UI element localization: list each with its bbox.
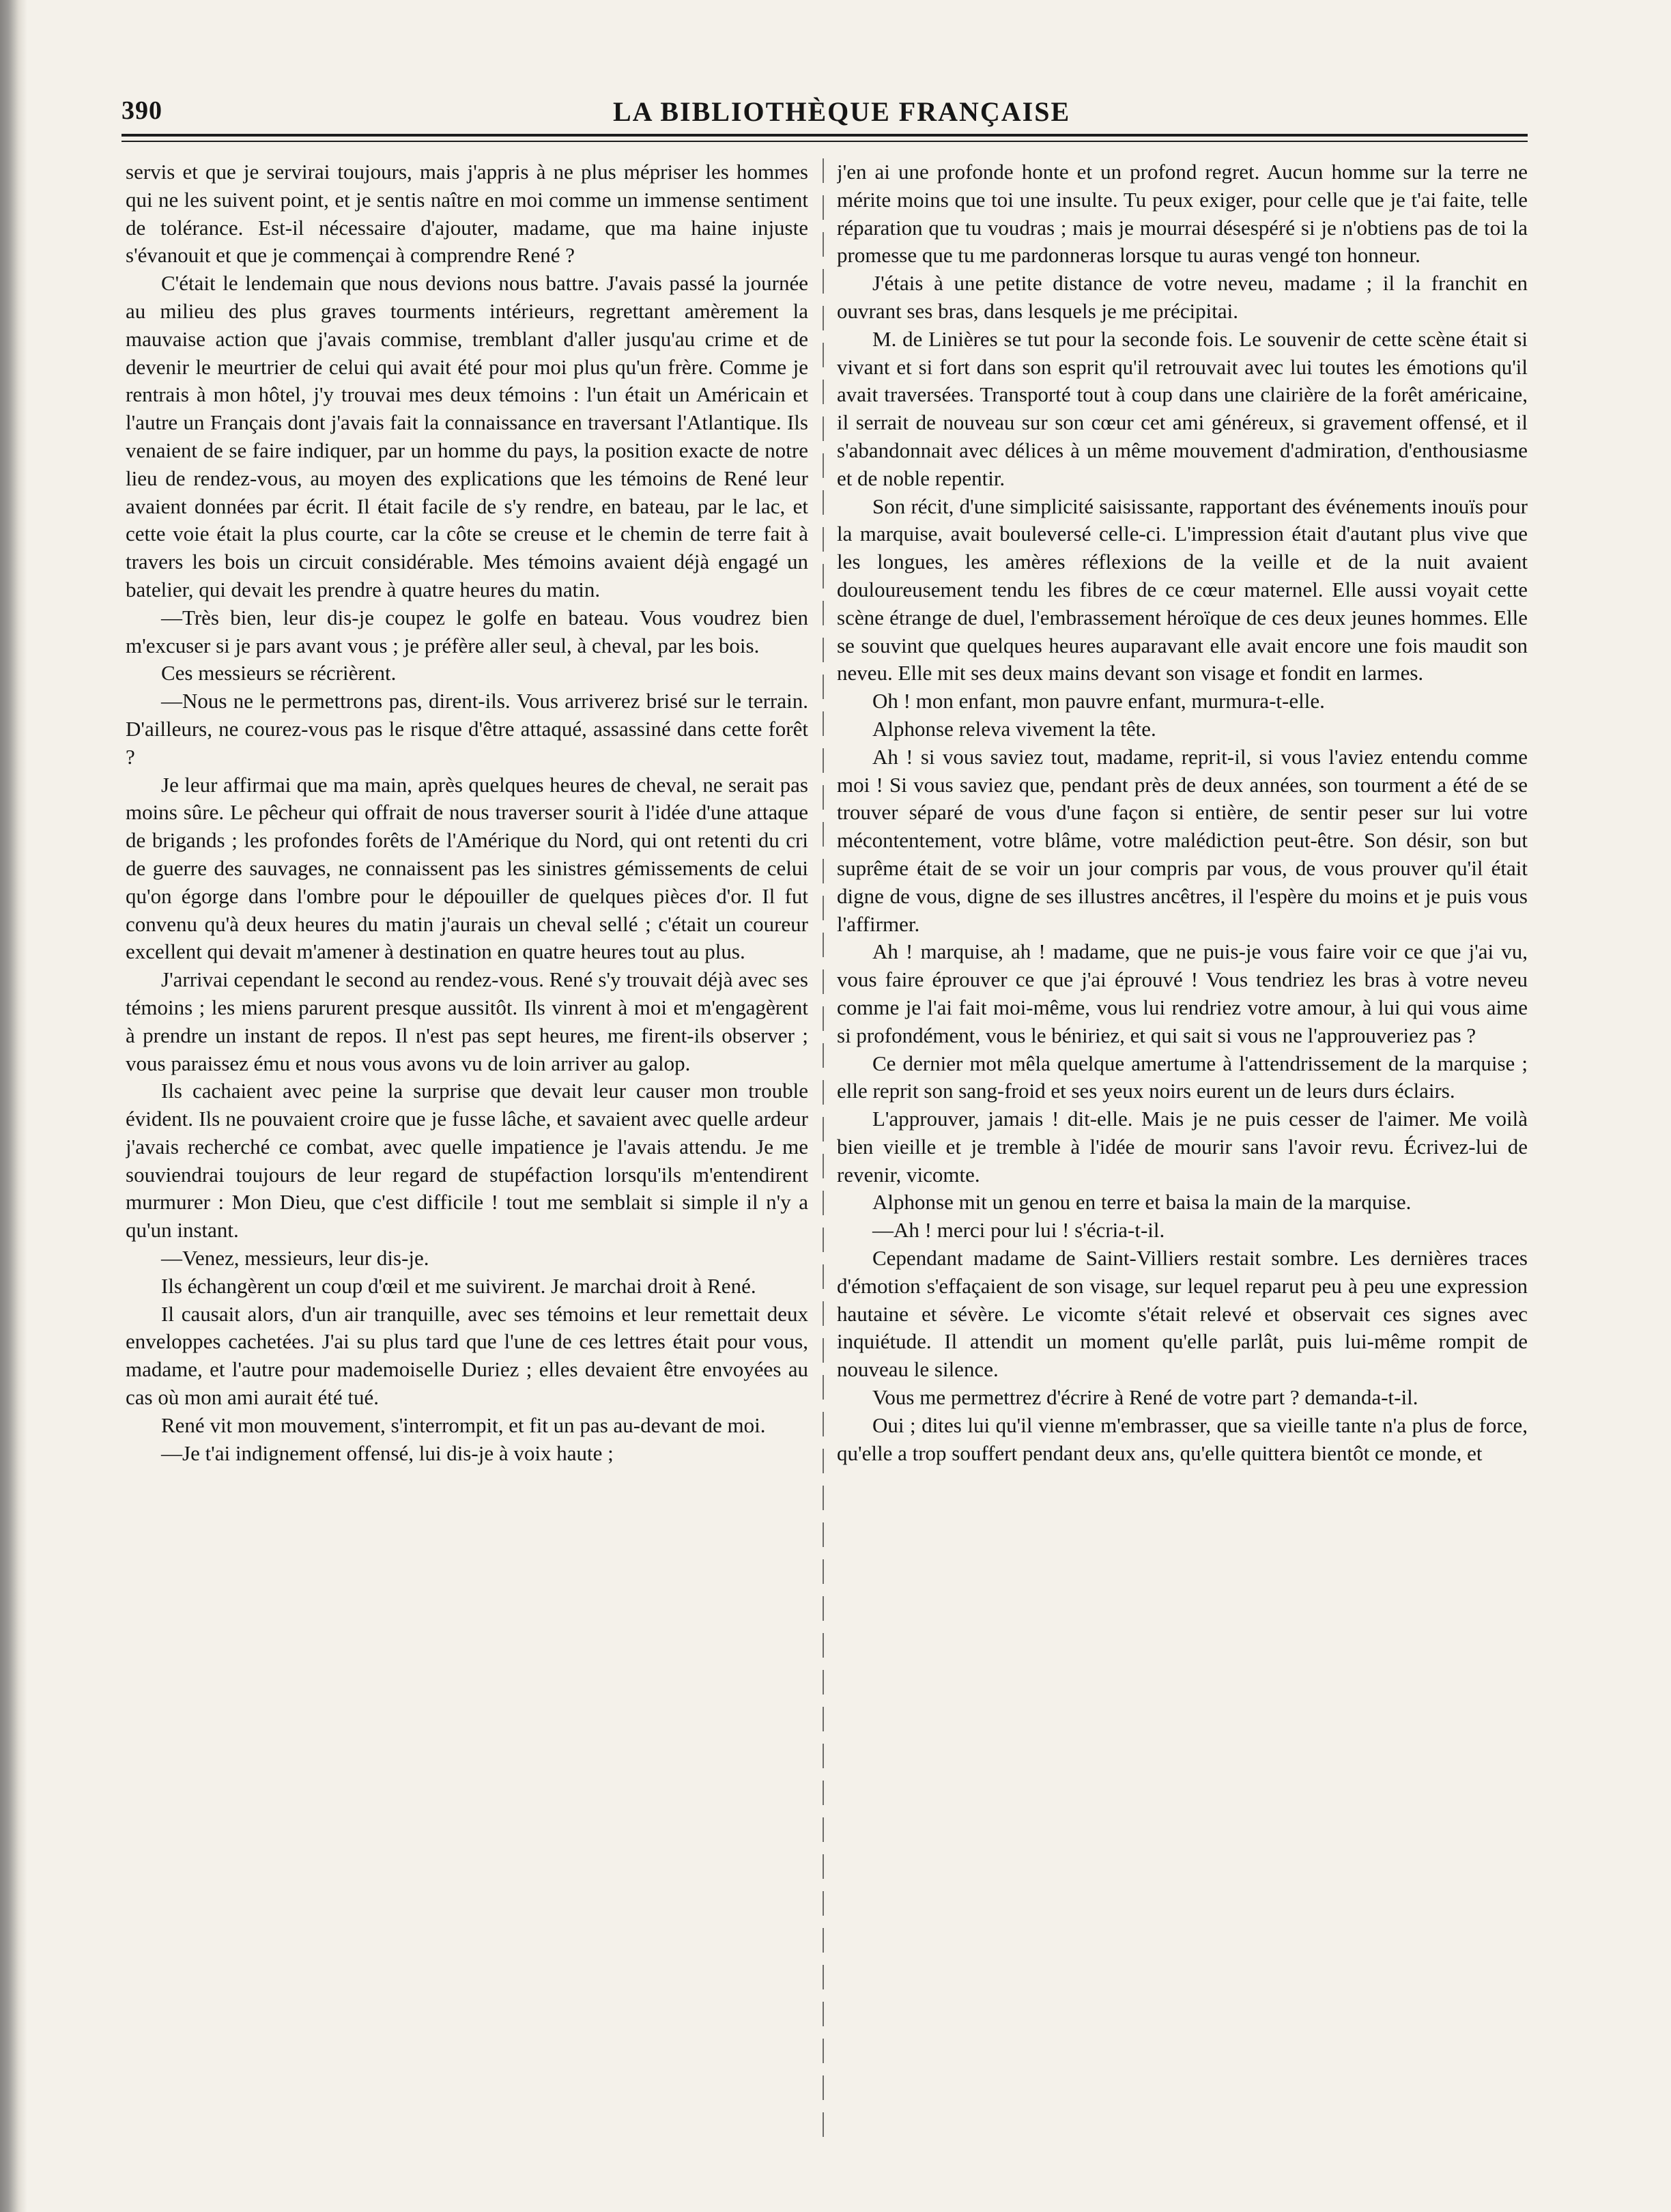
running-title: LA BIBLIOTHÈQUE FRANÇAISE (613, 96, 1071, 127)
paragraph: Cependant madame de Saint-Villiers restait sombre. Les dernières traces d'émotion s'effaçaient de son visage, sur lequel reparut peu à peu une expression hautaine et sévère. Le vicomte s'était relevé et observait ces signes avec inquiétude. Il attendit un moment qu'elle parlât, puis lui-même rompit de nouveau le silence. (837, 1246, 1528, 1382)
scan-binding-edge (0, 0, 27, 2212)
paragraph: J'arrivai cependant le second au rendez-vous. René s'y trouvait déjà avec ses témoins ; les miens parurent presque aussitôt. Ils vinrent à moi et m'engagèrent à prendre un instant de repos. Il n'est pas sept heures, me firent-ils observer ; vous paraissez ému et nous vous avons vu de loin arriver au galop. (126, 967, 808, 1075)
paragraph: Ce dernier mot mêla quelque amertume à l'attendrissement de la marquise ; elle reprit son sang-froid et ses yeux noirs eurent un de leurs durs éclairs. (837, 1051, 1528, 1103)
paragraph: Ces messieurs se récrièrent. (161, 661, 397, 685)
paragraph: C'était le lendemain que nous devions nous battre. J'avais passé la journée au milieu des plus graves tourments intérieurs, regrettant amèrement la mauvaise action que j'avais commise, tremblant d'aller jusqu'au crime et de devenir le meurtrier de celui qui avait été pour moi plus qu'un frère. Comme je rentrais à mon hôtel, j'y trouvai mes deux témoins : l'un était un Américain et l'autre un Français dont j'avais fait la connaissance en traversant l'Atlantique. Ils venaient de se faire indiquer, par un homme du pays, la position exacte de notre lieu de rendez-vous, au moyen des explications que les témoins de René leur avaient données par écrit. Il était facile de s'y rendre, en bateau, par le lac, et cette voie était la plus courte, car la côte se creuse et le chemin de terre fait à travers les bois un circuit considérable. Mes témoins avaient déjà engagé un batelier, qui devait les prendre à quatre heures du matin. (126, 271, 808, 601)
paragraph: Je leur affirmai que ma main, après quelques heures de cheval, ne serait pas moins sûre. Le pêcheur qui offrait de nous traverser sourit à l'idée d'une attaque de brigands ; les profondes forêts de l'Amérique du Nord, qui ont retenti du cri de guerre des sauvages, ne connaissent pas les sinistres gémissements de celui qu'on égorge dans l'ombre pour le dépouiller de quelques pièces d'or. Il fut convenu qu'à deux heures du matin j'aurais un cheval sellé ; c'était un coureur excellent qui devait m'amener à destination en quatre heures tout au plus. (126, 772, 808, 964)
paragraph: —Nous ne le permettrons pas, dirent-ils. Vous arriverez brisé sur le terrain. D'ailleurs, ne courez-vous pas le risque d'être attaqué, assassiné dans cette forêt ? (126, 689, 808, 769)
page-header (122, 96, 1528, 134)
paragraph: —Je t'ai indignement offensé, lui dis-je à voix haute ; (161, 1441, 614, 1465)
paragraph: L'approuver, jamais ! dit-elle. Mais je ne puis cesser de l'aimer. Me voilà bien vieille et je tremble à l'idée de mourir sans l'avoir revu. Écrivez-lui de revenir, vicomte. (837, 1107, 1528, 1187)
left-column (126, 158, 808, 2159)
paragraph: Oui ; dites lui qu'il vienne m'embrasser, que sa vieille tante n'a plus de force, qu'elle a trop souffert pendant deux ans, qu'elle quittera bientôt ce monde, et (837, 1413, 1528, 1465)
paragraph: Ils échangèrent un coup d'œil et me suivirent. Je marchai droit à René. (161, 1273, 756, 1298)
paragraph: —Ah ! merci pour lui ! s'écria-t-il. (872, 1218, 1165, 1243)
paragraph: j'en ai une profonde honte et un profond regret. Aucun homme sur la terre ne mérite moins que toi une insulte. Tu peux exiger, pour celle que je t'ai faite, telle réparation que tu voudras ; mais je mourrai désespéré si je n'obtiens pas de toi la promesse que tu me pardonneras lorsque tu auras vengé ton honneur. (837, 160, 1528, 268)
paragraph: Son récit, d'une simplicité saisissante, rapportant des événements inouïs pour la marquise, avait bouleversé celle-ci. L'impression était d'autant plus vive que les longues, les amères réflexions de la veille et de la nuit avaient douloureusement tendu les fibres de ce cœur maternel. Elle aussi voyait cette scène étrange de duel, l'embrassement héroïque de ces deux jeunes hommes. Elle se souvint que quelques heures auparavant elle avait encore une fois maudit son neveu. Elle mit ses deux mains devant son visage et fondit en larmes. (837, 494, 1528, 685)
paragraph: Ah ! si vous saviez tout, madame, reprit-il, si vous l'aviez entendu comme moi ! Si vous saviez que, pendant près de deux années, son tourment a été de se trouver séparé de vous d'une façon si entière, de sentir peser sur lui votre mécontentement, votre blâme, votre malédiction peut-être. Son désir, son but suprême était de se voir un jour compris par vous, de vous prouver qu'il était digne de vous, digne de ses illustres ancêtres, il l'espère du moins et je puis vous l'affirmer. (837, 744, 1528, 936)
paragraph: servis et que je servirai toujours, mais j'appris à ne plus mépriser les hommes qui ne les suivent point, et je sentis naître en moi comme un immense sentiment de tolérance. Est-il nécessaire d'ajouter, madame, que ma haine injuste s'évanouit et que je commençai à comprendre René ? (126, 160, 808, 268)
paragraph: Oh ! mon enfant, mon pauvre enfant, murmura-t-elle. (872, 689, 1325, 713)
paragraph: J'étais à une petite distance de votre neveu, madame ; il la franchit en ouvrant ses bras, dans lesquels je me précipitai. (837, 271, 1528, 323)
header-rule-bottom (122, 141, 1528, 142)
paragraph: Ah ! marquise, ah ! madame, que ne puis-je vous faire voir ce que j'ai vu, vous faire éprouver ce que j'ai éprouvé ! Vous tendriez les bras à votre neveu comme je l'ai fait moi-même, vous lui rendriez votre amour, à lui qui vous aime si profondément, vous le béniriez, et qui sait si vous ne l'approuveriez pas ? (837, 939, 1528, 1047)
paragraph: —Très bien, leur dis-je coupez le golfe en bateau. Vous voudrez bien m'excuser si je pars avant vous ; je préfère aller seul, à cheval, par les bois. (126, 605, 808, 657)
paragraph: Il causait alors, d'un air tranquille, avec ses témoins et leur remettait deux enveloppes cachetées. J'ai su plus tard que l'une de ces lettres était pour vous, madame, et l'autre pour mademoiselle Duriez ; elles devaient être envoyées au cas où mon ami aurait été tué. (126, 1301, 808, 1410)
paragraph: Alphonse releva vivement la tête. (872, 716, 1156, 741)
paragraph: Vous me permettrez d'écrire à René de votre part ? demanda-t-il. (872, 1385, 1418, 1410)
paragraph: René vit mon mouvement, s'interrompit, et fit un pas au-devant de moi. (161, 1413, 766, 1437)
right-column (837, 158, 1528, 2159)
paragraph: M. de Linières se tut pour la seconde fois. Le souvenir de cette scène était si vivant et si fort dans son esprit qu'il retrouvait avec lui toutes les émotions qu'il avait traversées. Transporté tout à coup dans une clairière de la forêt américaine, il serrait de nouveau sur son cœur cet ami généreux, si gravement offensé, et il s'abandonnait avec délices à un même mouvement d'admiration, d'enthousiasme et de noble repentir. (837, 326, 1528, 490)
paragraph: —Venez, messieurs, leur dis-je. (161, 1246, 429, 1271)
column-divider (823, 158, 824, 2138)
header-rule-top (122, 134, 1528, 137)
paragraph: Alphonse mit un genou en terre et baisa la main de la marquise. (872, 1190, 1412, 1215)
page-number: 390 (122, 96, 162, 125)
paragraph: Ils cachaient avec peine la surprise que devait leur causer mon trouble évident. Ils ne pouvaient croire que je fusse lâche, et savaient avec quelle ardeur j'avais recherché ce combat, avec quelle impatience je l'avais attendu. Je me souviendrai toujours de leur regard de stupéfaction lorsqu'ils m'entendirent murmurer : Mon Dieu, que c'est difficile ! tout me semblait si simple il n'y a qu'un instant. (126, 1079, 808, 1243)
